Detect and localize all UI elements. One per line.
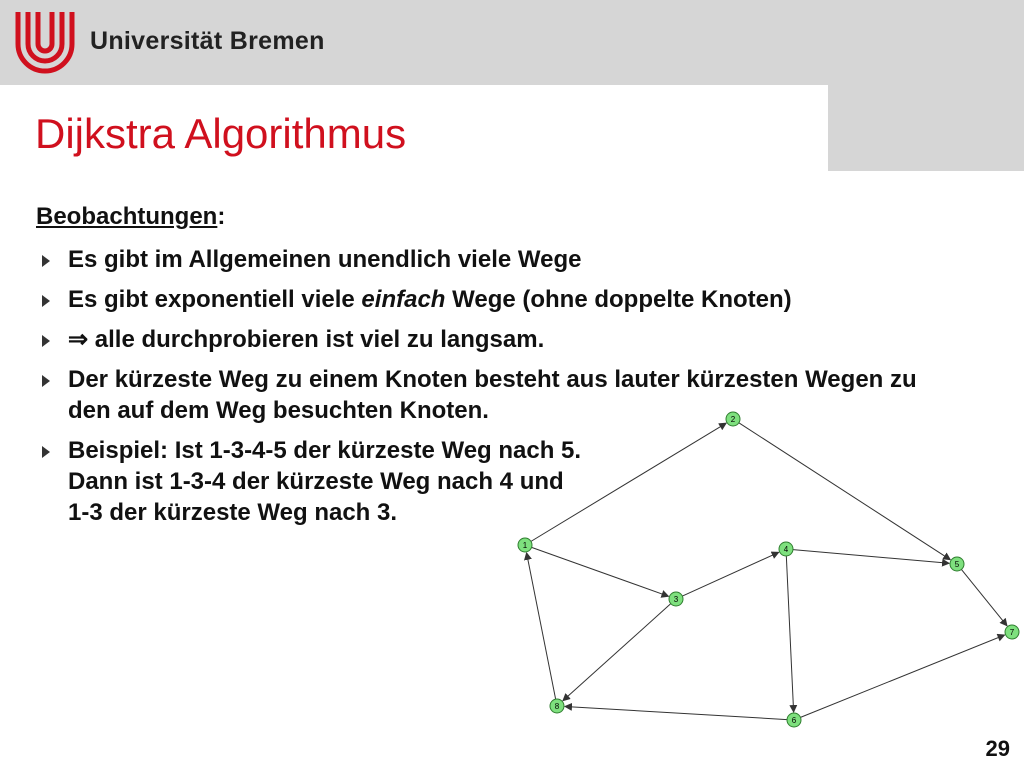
graph-node-label: 6 xyxy=(791,716,797,725)
graph-node-3 xyxy=(669,592,683,606)
bullet-text: alle durchprobieren ist viel zu langsam. xyxy=(88,326,545,353)
bullet-text: Der kürzeste Weg zu einem Knoten besteht aus lauter kürzesten Wegen zu den auf dem Weg besuchten Knoten. xyxy=(68,366,917,424)
graph-edge-4-5 xyxy=(793,550,949,564)
graph-edge-4-6 xyxy=(786,556,793,712)
bullet-text-after: Wege (ohne doppelte Knoten) xyxy=(445,286,792,313)
university-bremen-logo-icon xyxy=(12,8,78,78)
graph-node-label: 8 xyxy=(554,702,560,711)
graph-node-2 xyxy=(726,412,740,426)
graph-edge-3-8 xyxy=(563,604,671,701)
graph-node-7 xyxy=(1005,625,1019,639)
graph-node-label: 4 xyxy=(783,545,789,554)
bullet-text: Beispiel: Ist 1-3-4-5 der kürzeste Weg nach 5. Dann ist 1-3-4 der kürzeste Weg nach 4 und 1-3 der kürzeste Weg nach 3. xyxy=(68,437,582,526)
section-heading xyxy=(36,203,225,231)
graph-edge-6-7 xyxy=(800,635,1004,717)
graph-node-label: 5 xyxy=(954,560,960,569)
university-name: Universität Bremen xyxy=(90,27,325,55)
example-graph xyxy=(500,405,1024,735)
bullet-arrow-icon xyxy=(42,375,50,387)
graph-node-label: 7 xyxy=(1009,628,1015,637)
graph-node-8 xyxy=(550,699,564,713)
bullet-text: Es gibt im Allgemeinen unendlich viele Wege xyxy=(68,246,582,273)
graph-edge-1-2 xyxy=(531,423,726,541)
bullet-item xyxy=(40,324,950,355)
graph-node-label: 3 xyxy=(673,595,679,604)
implies-symbol: ⇒ xyxy=(68,326,89,353)
graph-edge-8-1 xyxy=(527,553,556,699)
graph-node-6 xyxy=(787,713,801,727)
bullet-arrow-icon xyxy=(42,295,50,307)
graph-edge-6-8 xyxy=(565,706,787,719)
graph-node-1 xyxy=(518,538,532,552)
title-band-decoration xyxy=(828,85,1024,171)
bullet-arrow-icon xyxy=(42,255,50,267)
bullet-item xyxy=(40,244,950,275)
slide-title: Dijkstra Algorithmus xyxy=(35,110,407,157)
graph-edge-5-7 xyxy=(961,569,1007,625)
graph-node-4 xyxy=(779,542,793,556)
graph-edge-1-3 xyxy=(532,547,669,596)
bullet-text: Es gibt exponentiell viele xyxy=(68,286,362,313)
section-heading-colon: : xyxy=(217,203,226,230)
bullet-arrow-icon xyxy=(42,446,50,458)
page-number: 29 xyxy=(985,736,1010,761)
section-heading-text: Beobachtungen xyxy=(36,203,218,230)
bullet-arrow-icon xyxy=(42,335,50,347)
graph-node-5 xyxy=(950,557,964,571)
bullet-item xyxy=(40,284,950,315)
graph-node-label: 2 xyxy=(730,415,736,424)
graph-edge-3-4 xyxy=(682,552,778,596)
graph-edge-2-5 xyxy=(739,423,950,560)
bullet-emphasis: einfach xyxy=(361,286,446,313)
graph-node-label: 1 xyxy=(522,541,528,550)
